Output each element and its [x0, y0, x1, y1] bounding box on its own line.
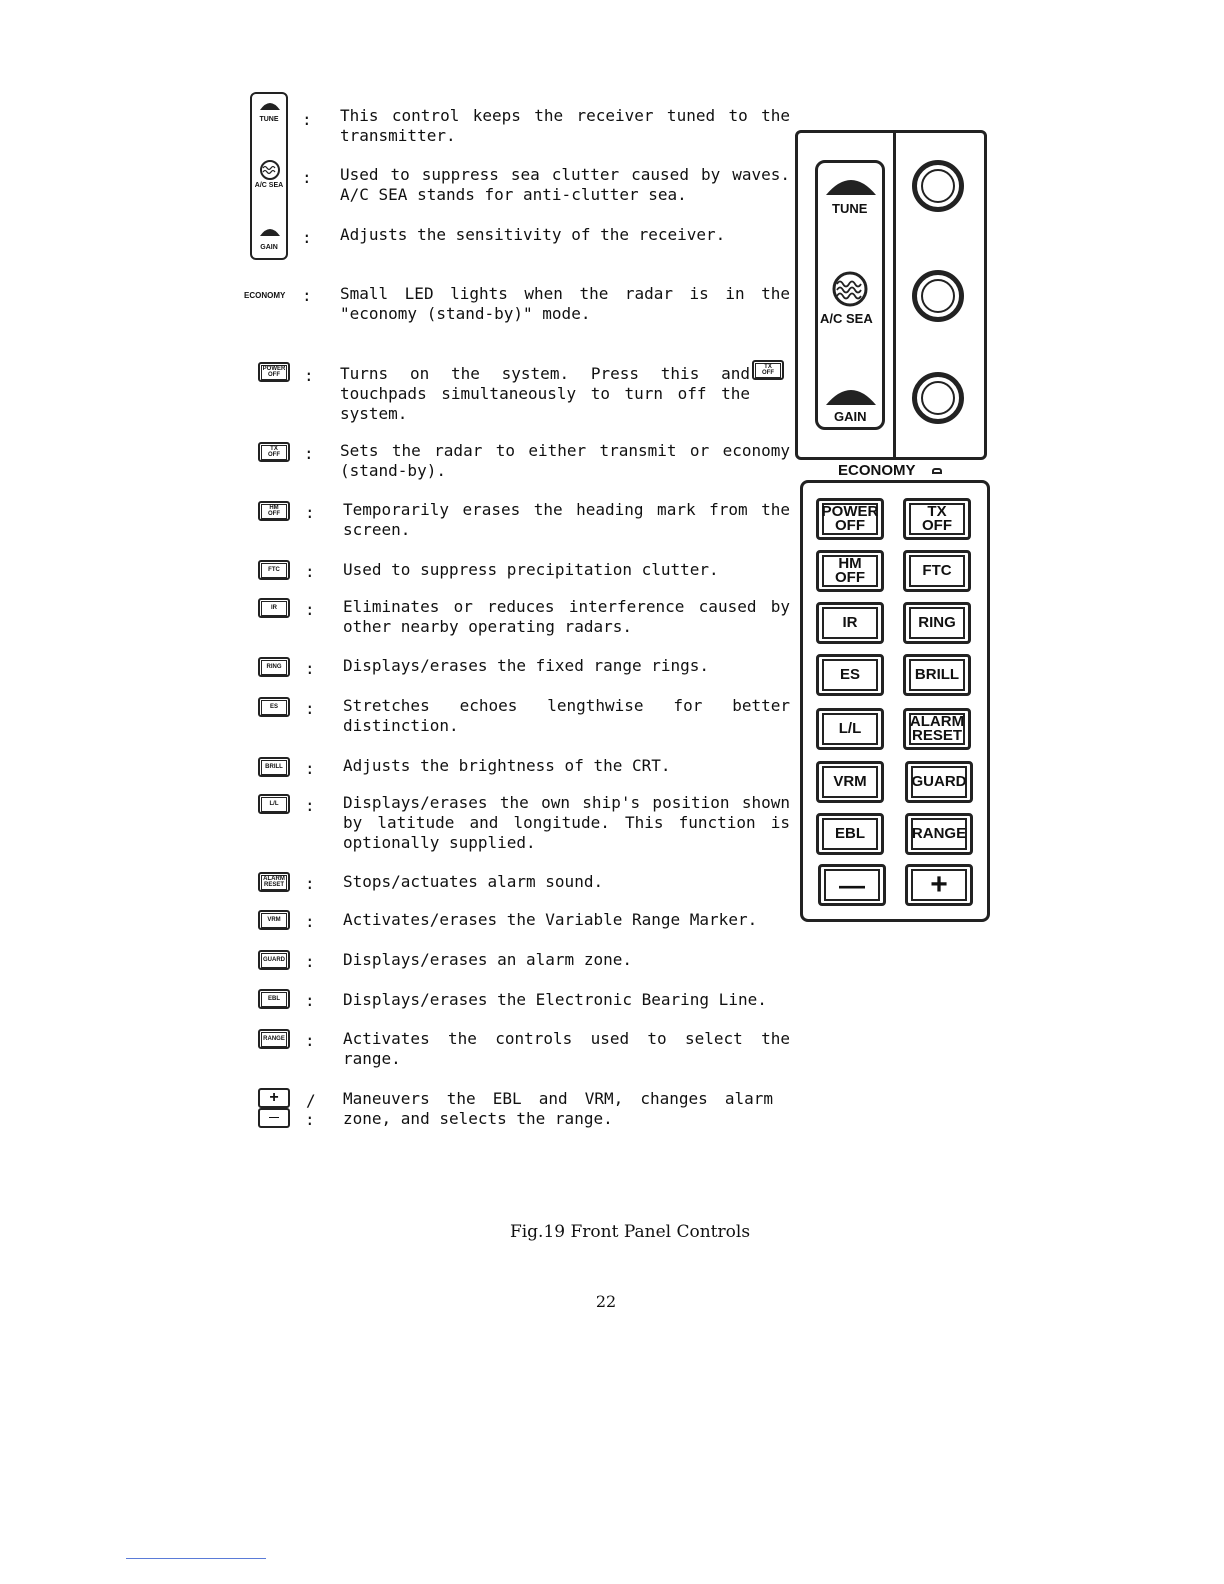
ring-button-label: RING	[918, 614, 956, 631]
alarm-reset-description: Stops/actuates alarm sound.	[343, 872, 604, 891]
colon: :	[305, 952, 315, 971]
guard-icon	[258, 950, 290, 970]
ebl-button[interactable]	[816, 813, 884, 855]
colon: :	[304, 366, 314, 385]
alarm-reset-icon	[258, 872, 290, 892]
colon: :	[305, 991, 315, 1010]
brill-button[interactable]	[903, 654, 971, 696]
colon: :	[305, 912, 315, 931]
power-off-description: Turns on the system. Press this and touchpads simultaneously to turn off the system.	[340, 364, 750, 423]
ftc-icon	[258, 560, 290, 580]
panel-acsea-icon	[832, 271, 868, 307]
alarm-icon-line1: ALARM	[263, 876, 285, 882]
gain-arc-icon	[824, 381, 878, 407]
guard-button[interactable]	[905, 761, 973, 803]
hm-icon-line2: OFF	[268, 511, 280, 517]
minus-button[interactable]	[818, 864, 886, 906]
brill-icon	[258, 757, 290, 777]
panel-button-section	[800, 480, 990, 922]
tx-inline-line2: OFF	[762, 370, 774, 376]
gain-description: Adjusts the sensitivity of the receiver.	[340, 225, 726, 244]
ring-button[interactable]	[903, 602, 971, 644]
ebl-button-label: EBL	[835, 825, 865, 842]
plus-icon-label: +	[269, 1089, 279, 1106]
economy-led-icon	[932, 468, 942, 474]
acsea-knob[interactable]	[912, 270, 964, 322]
tx-off-description: Sets the radar to either transmit or economy (stand-by).	[340, 441, 790, 480]
plus-button[interactable]	[905, 864, 973, 906]
hm-off-icon	[258, 501, 290, 521]
slash: /	[306, 1091, 316, 1110]
alarm-reset-button[interactable]	[903, 708, 971, 750]
power-off-button[interactable]	[816, 498, 884, 540]
colon: :	[305, 659, 315, 678]
ll-description: Displays/erases the own ship's position shown by latitude and longitude. This function is optionally supplied.	[343, 793, 790, 852]
ll-icon-label: L/L	[269, 801, 279, 807]
range-button-label: RANGE	[911, 825, 967, 842]
tune-knob-arc-icon	[258, 98, 282, 112]
gain-knob[interactable]	[912, 372, 964, 424]
colon: :	[305, 874, 315, 893]
ll-button[interactable]	[816, 708, 884, 750]
vrm-icon-label: VRM	[267, 917, 281, 923]
ring-icon-label: RING	[266, 664, 282, 670]
power-off-icon	[258, 362, 290, 382]
es-button-label: ES	[839, 666, 860, 683]
tx-button-line2: OFF	[922, 517, 952, 534]
acsea-icon-label: A/C SEA	[254, 182, 284, 189]
panel-divider	[893, 132, 896, 458]
footer-rule	[126, 1558, 266, 1559]
ring-description: Displays/erases the fixed range rings.	[343, 656, 710, 675]
power-icon-line1: POWER	[262, 366, 286, 372]
ll-icon	[258, 794, 290, 814]
colon: :	[305, 562, 315, 581]
colon: :	[305, 796, 315, 815]
panel-economy-label: ECONOMY	[838, 462, 916, 479]
panel-acsea-label: A/C SEA	[820, 311, 873, 326]
economy-icon-label: ECONOMY	[244, 291, 286, 300]
range-icon-label: RANGE	[263, 1036, 285, 1042]
colon: :	[305, 699, 315, 718]
hm-off-button[interactable]	[816, 550, 884, 592]
es-icon-label: ES	[269, 704, 278, 710]
brill-button-label: BRILL	[914, 666, 960, 683]
guard-description: Displays/erases an alarm zone.	[343, 950, 632, 969]
ir-button-label: IR	[842, 614, 858, 631]
alarm-icon-line2: RESET	[263, 882, 284, 888]
tune-arc-icon	[824, 171, 878, 197]
tx-off-icon	[258, 442, 290, 462]
power-button-line2: OFF	[835, 517, 865, 534]
ftc-button-label: FTC	[922, 562, 952, 579]
page-number: 22	[595, 1292, 617, 1311]
panel-tune-label: TUNE	[832, 201, 868, 216]
ring-icon	[258, 657, 290, 677]
colon: :	[302, 286, 312, 305]
panel-knob-labels-strip	[815, 160, 885, 430]
colon: :	[302, 168, 312, 187]
tune-knob[interactable]	[912, 160, 964, 212]
vrm-icon	[258, 910, 290, 930]
hm-button-line2: OFF	[835, 569, 865, 586]
power-button-line1: POWER	[821, 503, 879, 520]
gain-knob-arc-icon	[258, 224, 282, 238]
colon: :	[305, 1110, 315, 1129]
colon: :	[305, 503, 315, 522]
hm-off-description: Temporarily erases the heading mark from the screen.	[343, 500, 790, 539]
guard-button-label: GUARD	[911, 773, 967, 790]
ir-icon	[258, 598, 290, 618]
ftc-description: Used to suppress precipitation clutter.	[343, 560, 719, 579]
tx-off-button[interactable]	[903, 498, 971, 540]
ftc-button[interactable]	[903, 550, 971, 592]
acsea-description: Used to suppress sea clutter caused by waves. A/C SEA stands for anti-clutter sea.	[340, 165, 790, 204]
brill-icon-label: BRILL	[265, 764, 283, 770]
acsea-wave-icon	[260, 160, 280, 180]
figure-caption: Fig.19 Front Panel Controls	[509, 1222, 751, 1242]
es-button[interactable]	[816, 654, 884, 696]
guard-icon-label: GUARD	[263, 957, 285, 963]
plus-icon	[258, 1088, 290, 1108]
ebl-description: Displays/erases the Electronic Bearing Line.	[343, 990, 767, 1009]
ebl-icon-label: EBL	[268, 996, 280, 1002]
knob-strip-icon	[250, 92, 288, 260]
range-button[interactable]	[905, 813, 973, 855]
vrm-button[interactable]	[816, 761, 884, 803]
range-icon	[258, 1029, 290, 1049]
ir-icon-label: IR	[271, 605, 277, 611]
ir-description: Eliminates or reduces interference caused by other nearby operating radars.	[343, 597, 790, 636]
economy-description: Small LED lights when the radar is in the "economy (stand-by)" mode.	[340, 284, 790, 323]
panel-gain-label: GAIN	[834, 409, 867, 424]
tune-icon-label: TUNE	[259, 116, 279, 123]
colon: :	[305, 1031, 315, 1050]
tx-off-inline-icon	[752, 360, 784, 380]
alarm-button-line2: RESET	[911, 727, 962, 744]
hm-icon-line1: HM	[269, 505, 279, 511]
plus-button-label: +	[930, 868, 948, 901]
plus-minus-description: Maneuvers the EBL and VRM, changes alarm zone, and selects the range.	[343, 1089, 773, 1128]
ebl-icon	[258, 989, 290, 1009]
colon: :	[305, 600, 315, 619]
minus-button-label: —	[839, 870, 865, 900]
tx-inline-line1: TX	[764, 364, 772, 370]
vrm-description: Activates/erases the Variable Range Marker.	[343, 910, 758, 929]
tx-icon-line2: OFF	[268, 452, 280, 458]
minus-icon	[258, 1108, 290, 1128]
tx-icon-line1: TX	[270, 446, 278, 452]
colon: :	[302, 110, 312, 129]
tx-button-line1: TX	[927, 503, 947, 520]
tune-description: This control keeps the receiver tuned to the transmitter.	[340, 106, 790, 145]
colon: :	[304, 444, 314, 463]
alarm-button-line1: ALARM	[909, 713, 965, 730]
es-description: Stretches echoes lengthwise for better distinction.	[343, 696, 790, 735]
vrm-button-label: VRM	[833, 773, 867, 790]
minus-icon-label: —	[269, 1112, 279, 1123]
ir-button[interactable]	[816, 602, 884, 644]
gain-icon-label: GAIN	[260, 244, 278, 251]
hm-button-line1: HM	[838, 555, 862, 572]
colon: :	[302, 228, 312, 247]
brill-description: Adjusts the brightness of the CRT.	[343, 756, 671, 775]
range-description: Activates the controls used to select the range.	[343, 1029, 790, 1068]
ftc-icon-label: FTC	[268, 567, 280, 573]
ll-button-label: L/L	[838, 720, 862, 737]
power-icon-line2: OFF	[268, 372, 280, 378]
colon: :	[305, 759, 315, 778]
es-icon	[258, 697, 290, 717]
